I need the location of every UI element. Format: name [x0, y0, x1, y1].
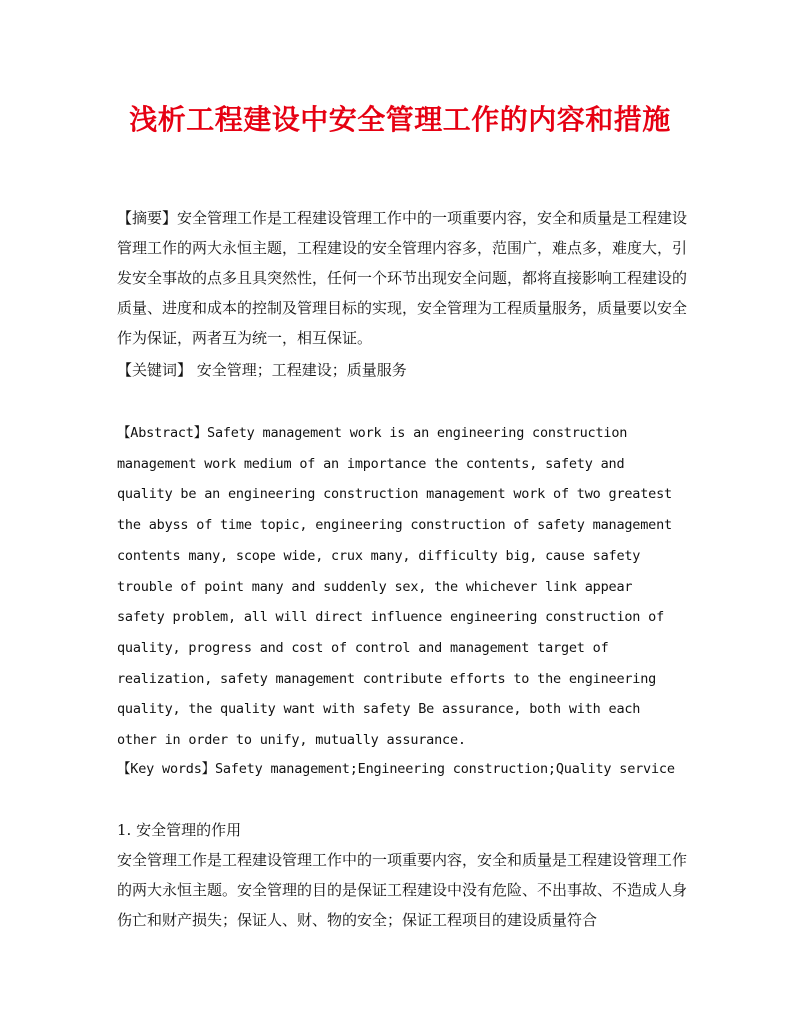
chinese-abstract: 【摘要】安全管理工作是工程建设管理工作中的一项重要内容，安全和质量是工程建设管理工作的两大永恒主题，工程建设的安全管理内容多，范围广，难点多，难度大，引发安全事故的点多且具突然性，任何一个环节出现安全问题，都将直接影响工程建设的质量、进度和成本的控制及管理目标的实现，安全管理为工程质量服务，质量要以安全作为保证，两者互为统一，相互保证。	[117, 209, 688, 347]
document-title: 浅析工程建设中安全管理工作的内容和措施	[129, 103, 671, 136]
english-keywords: 【Key words】Safety management;Engineering construction;Quality service	[117, 761, 675, 777]
english-abstract: 【Abstract】Safety management work is an engineering construction management work medium of an importance the contents, safety and quality be an engineering construction management work of two greatest the abyss of time topic, engineering construction of safety management contents many, scope wide, crux many, difficulty big, cause safety trouble of point many and suddenly sex, the whichever link appear safety problem, all will direct influence engineering construction of quality, progress and cost of control and management target of realization, safety management contribute efforts to the engineering quality, the quality want with safety Be assurance, both with each other in order to unify, mutually assurance.	[117, 425, 672, 749]
section-heading: 1. 安全管理的作用	[117, 821, 242, 839]
chinese-keywords: 【关键词】 安全管理；工程建设；质量服务	[117, 361, 407, 379]
section-body: 安全管理工作是工程建设管理工作中的一项重要内容，安全和质量是工程建设管理工作的两大永恒主题。安全管理的目的是保证工程建设中没有危险、不出事故、不造成人身伤亡和财产损失；保证人、财、物的安全；保证工程项目的建设质量符合	[117, 851, 688, 929]
